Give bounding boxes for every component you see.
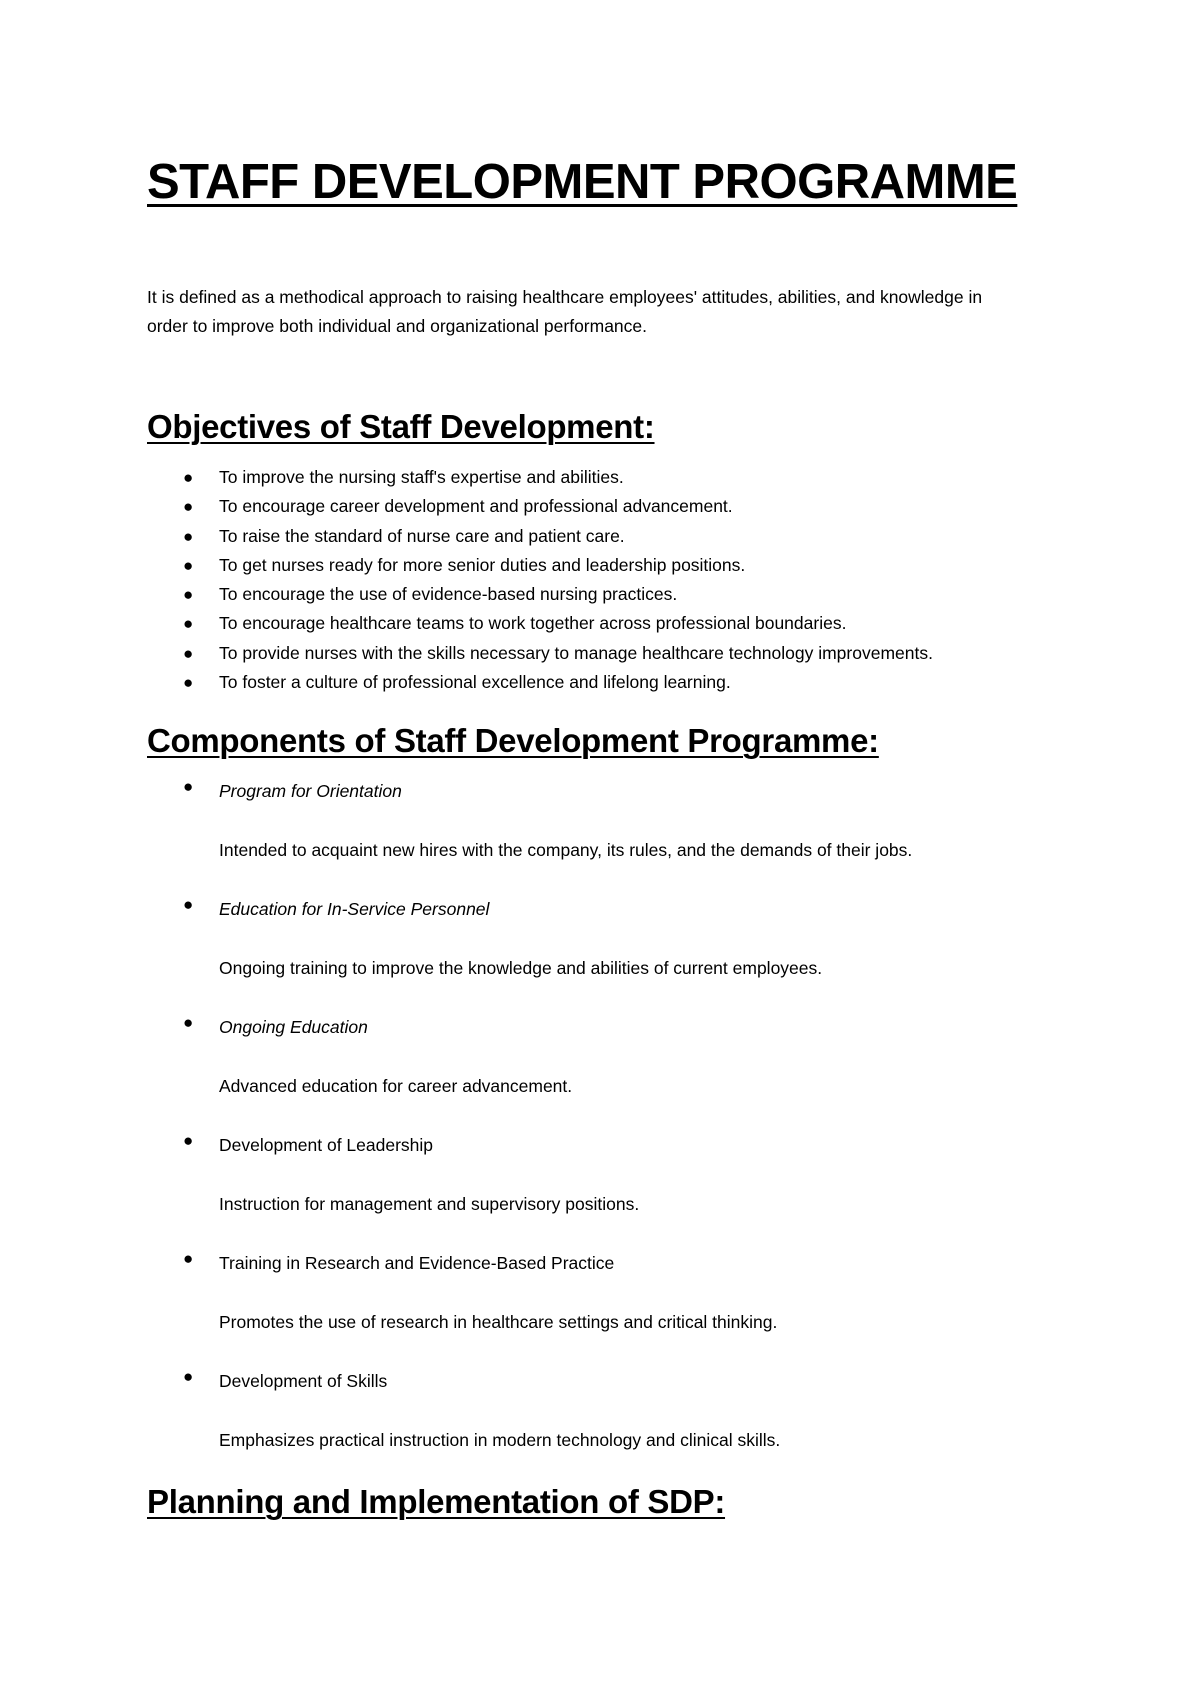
objective-text: To encourage healthcare teams to work together across professional boundaries. — [219, 613, 847, 634]
bullet-icon: ● — [183, 526, 194, 546]
bullet-icon: ● — [183, 777, 194, 797]
objective-item — [147, 522, 1100, 551]
component-description: Emphasizes practical instruction in modern technology and clinical skills. — [219, 1430, 781, 1451]
objective-item — [147, 463, 1100, 492]
component-item — [147, 1013, 1100, 1100]
objective-text: To improve the nursing staff's expertise and abilities. — [219, 467, 624, 487]
bullet-icon: ● — [183, 468, 194, 487]
components-heading: Components of Staff Development Programme: — [147, 722, 879, 760]
components-list — [147, 777, 1100, 1454]
objectives-list — [147, 463, 1100, 697]
bullet-icon: ● — [183, 1131, 194, 1151]
component-description: Instruction for management and supervisory positions. — [219, 1194, 640, 1215]
objective-text: To provide nurses with the skills necessary to manage healthcare technology improvements. — [219, 642, 933, 663]
component-name: Education for In-Service Personnel — [219, 899, 490, 920]
objective-text: To encourage the use of evidence-based nursing practices. — [219, 584, 678, 605]
bullet-icon: ● — [183, 555, 194, 575]
objective-text: To get nurses ready for more senior duties and leadership positions. — [219, 554, 746, 575]
objective-text: To encourage career development and professional advancement. — [219, 496, 733, 517]
bullet-icon: ● — [183, 585, 194, 605]
bullet-icon: ● — [183, 1013, 194, 1033]
bullet-icon: ● — [183, 643, 194, 663]
component-description: Promotes the use of research in healthcare settings and critical thinking. — [219, 1312, 778, 1333]
component-description: Advanced education for career advancement. — [219, 1076, 573, 1097]
document-title: STAFF DEVELOPMENT PROGRAMME — [147, 155, 1018, 209]
component-item — [147, 1249, 1100, 1336]
component-name: Ongoing Education — [219, 1017, 368, 1038]
objective-item — [147, 492, 1100, 521]
intro-paragraph: It is defined as a methodical approach to raising healthcare employees' attitudes, abilities, and knowledge in order to improve both individual and organizational performance. — [147, 287, 983, 336]
objective-item — [147, 609, 1100, 638]
bullet-icon: ● — [183, 614, 194, 634]
component-name: Program for Orientation — [219, 781, 402, 802]
component-name: Development of Leadership — [219, 1135, 434, 1156]
bullet-icon: ● — [183, 673, 194, 693]
bullet-icon: ● — [183, 497, 194, 517]
objective-text: To raise the standard of nurse care and patient care. — [219, 525, 625, 546]
component-item — [147, 1367, 1100, 1454]
bullet-icon: ● — [183, 1249, 194, 1269]
objective-item — [147, 639, 1100, 668]
component-name: Development of Skills — [219, 1371, 388, 1392]
planning-heading: Planning and Implementation of SDP: — [147, 1483, 726, 1521]
objective-text: To foster a culture of professional excellence and lifelong learning. — [219, 672, 731, 693]
component-item — [147, 1131, 1100, 1218]
component-item — [147, 777, 1100, 864]
component-item — [147, 895, 1100, 982]
component-description: Ongoing training to improve the knowledge and abilities of current employees. — [219, 958, 823, 979]
component-name: Training in Research and Evidence-Based Practice — [219, 1253, 615, 1274]
objective-item — [147, 580, 1100, 609]
bullet-icon: ● — [183, 1367, 194, 1387]
objective-item — [147, 668, 1100, 697]
bullet-icon: ● — [183, 895, 194, 915]
objective-item — [147, 551, 1100, 580]
component-description: Intended to acquaint new hires with the company, its rules, and the demands of their jobs. — [219, 840, 913, 861]
objectives-heading: Objectives of Staff Development: — [147, 408, 655, 445]
